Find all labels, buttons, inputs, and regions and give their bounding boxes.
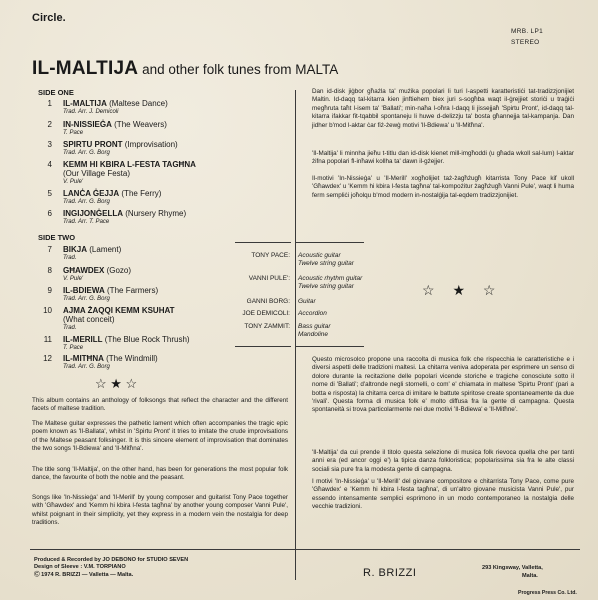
track-title — [63, 286, 158, 295]
track-title-extra: (Improvisation) — [124, 140, 178, 149]
track-number: 4 — [47, 160, 52, 169]
musician-instrument: Guitar — [298, 298, 316, 305]
track-title — [63, 140, 178, 149]
track-title — [63, 266, 131, 275]
track-title — [63, 160, 196, 178]
track-number: 1 — [47, 99, 52, 108]
catalog-number: MRB. LP1 — [511, 28, 544, 35]
track-number: 5 — [47, 189, 52, 198]
maltese-note: 'Il-Maltija' li minnha jieħu t-titlu dan id-disk kienet mill-imgħoddi (u għada wkoll sal-lum) l-aktar żifna popolari fl-inħawi kollha ta' dawn il-gżejjer. — [312, 150, 574, 166]
english-note: The Maltese guitar expresses the pathetic lament which often accompanies the tragic epic poem known as 'Il-Ballata', whilst in 'Spirtu Pront' it tries to imitate the crude improvisations of the Maltese peasant folksinger. It is this sincere element of improvisation that dominates the two songs 'Il-Bdiewa' and 'Il-Mitħna'. — [32, 420, 288, 453]
track-title-main: INGIJONĠELLA — [63, 209, 124, 218]
musician-name: TONY ZAMMIT: — [244, 323, 290, 330]
italian-note: I motivi 'In-Nissieġa' u 'Il-Merill' del giovane compositore e chitarrista Tony Pace, come pure 'Għawdex' e 'Kemm hi kbira l-festa tagħna', di un'altro giovane musicista Vanni Pule', pur essendo intensamente semplici esprimono in un modo contemporaneo la nostalgia delle vecchie tradizioni. — [312, 478, 574, 511]
musicians-divider — [235, 242, 291, 243]
title-rest: and other folk tunes from MALTA — [142, 62, 339, 77]
musician-instrument: Acoustic guitar Twelve string guitar — [298, 252, 354, 267]
track-title-extra: (Maltese Dance) — [109, 99, 168, 108]
track-title — [63, 306, 175, 324]
track-title — [63, 189, 161, 198]
track-title-main: IL-BDIEWA — [63, 286, 105, 295]
track-title-extra: (Lament) — [89, 245, 122, 254]
label-name: Circle. — [32, 12, 66, 24]
musician-name: VANNI PULE': — [248, 275, 290, 282]
musicians-divider — [296, 242, 364, 243]
track-title — [63, 335, 190, 344]
track-credit: V. Pule' — [63, 179, 84, 185]
track-title-main: IN-NISSIEĠA — [63, 120, 112, 129]
side-two-heading: SIDE TWO — [38, 233, 76, 242]
italian-note: Questo microsolco propone una raccolta di musica folk che rispecchia le caratteristiche e i diversi aspetti delle tradizioni maltesi. La chitarra veniva adoperata per esprimere un senso di dolore durante la recitazione delle popolari vicende storiche e tragiche conosciute sotto il nome di 'Ballati'; d'altronde negli stornelli, o com' e' chiamata in maltese 'Spirtu Pront' (pari a botta e risposta) la chitarra cerca di imitare le battute spiritose create spontaneamente da due 'rivali'. Questa forma di musica folk e' molto diffusa fra la gente di campagna. Questa spontaneità si trova particolarmente nei due motivi 'Il-Bdiewa' e 'Il-Mitħne'. — [312, 356, 574, 414]
track-number: 6 — [47, 209, 52, 218]
track-credit: T. Pace — [63, 345, 84, 351]
track-title-extra: (The Windmill) — [106, 354, 158, 363]
musicians-divider — [235, 346, 291, 347]
production-credits — [34, 557, 188, 579]
track-title-main: BIKJA — [63, 245, 88, 254]
track-credit: Trad. Arr. G. Borg — [63, 199, 110, 205]
musician-instrument: Bass guitar Mandoline — [298, 323, 331, 338]
track-credit: Trad. Arr. J. Demicoli — [63, 109, 119, 115]
track-title — [63, 245, 121, 254]
track-title-main: SPIRTU PRONT — [63, 140, 123, 149]
side-one-heading: SIDE ONE — [38, 88, 74, 97]
format-label: STEREO — [511, 39, 540, 46]
track-title-main: GĦAWDEX — [63, 266, 105, 275]
track-title-extra: (The Weavers) — [114, 120, 167, 129]
company-address: 293 Kingsway, Valletta, Malta. — [482, 565, 543, 579]
track-number: 12 — [43, 354, 52, 363]
track-title-main: LANĊA ĠEJJA — [63, 189, 120, 198]
track-number: 10 — [43, 306, 52, 315]
track-title-extra: (Our Village Festa) — [63, 169, 130, 179]
catalog-info — [511, 26, 543, 48]
track-credit: V. Pule' — [63, 276, 84, 282]
track-number: 7 — [47, 245, 52, 254]
track-credit: T. Pace — [63, 130, 84, 136]
maltese-note: Dan id-disk jiġbor għażla ta' mużika popolari li turi l-aspetti karatteristiċi tat-tradizzjonijiet Maltin. Id-daqq tal-kitarra kien jinftiehem biex juri s-sogħba waqt il-ġrejjiet storiċi u traġiċi megħruta taħt l-isem ta' 'Ballati'; min-naħa l-oħra l-daqq li jissejjaħ 'Spirtu Pront', id-daqq tal-kitarra ifakkar fit-tqabbil spontaneju li huwe d-delizzju ta' bosta għannejja tal-kampanja. Dan jidher b'mod l-aktar ċar fiż-żewġ motivi 'Il-Bdiewa' u 'Il-Mitħna'. — [312, 88, 574, 129]
column-divider — [295, 90, 296, 580]
company-name: R. BRIZZI — [363, 567, 417, 579]
track-title-main: IL-MERILL — [63, 335, 103, 344]
track-number: 9 — [47, 286, 52, 295]
musician-instrument: Acoustic rhythm guitar Twelve string guitar — [298, 275, 363, 290]
track-title-extra: (Nursery Rhyme) — [125, 209, 187, 218]
musician-name: TONY PACE: — [251, 252, 290, 259]
track-title-main: IL-MITĦNA — [63, 354, 104, 363]
footer-divider — [296, 549, 580, 550]
english-note: Songs like 'In-Nissieġa' and 'Il-Merill' by young composer and guitarist Tony Pace together with 'Għawdex' and 'Kemm hi kbira l-festa tagħna' by another young composer Vanni Pule', whilst poignant in their simplicity, yet they express in a modern vein the nostalgia for deep traditions. — [32, 494, 288, 527]
track-credit: Trad. Arr. G. Borg — [63, 364, 110, 370]
track-number: 8 — [47, 266, 52, 275]
track-credit: Trad. Arr. T. Pace — [63, 219, 110, 225]
musicians-divider — [296, 346, 364, 347]
track-title-extra: (The Farmers) — [107, 286, 159, 295]
track-number: 11 — [43, 335, 52, 344]
track-credit: Trad. Arr. G. Borg — [63, 150, 110, 156]
footer-divider — [30, 549, 295, 550]
track-title-extra: (The Blue Rock Thrush) — [104, 335, 190, 344]
track-credit: Trad. — [63, 255, 77, 261]
star-ornament-icon: ☆ ★ ☆ — [422, 282, 496, 298]
track-title — [63, 209, 186, 218]
track-title-main: AJMA ŻAQQI KEMM KSUHAT — [63, 306, 175, 315]
musician-name: GANNI BORG: — [246, 298, 290, 305]
track-title-extra: (The Ferry) — [121, 189, 162, 198]
maltese-note: Il-motivi 'In-Nissieġa' u 'Il-Merill' xogħolijiet taż-żagħżugħ kitarrista Tony Pace kif ukoll 'Għawdex' u 'Kemm hi kbira l-festa tagħna' tal-kompożitur żagħżugħ Vanni Pule', waqt li huma ferm sempliċi joħolqu b'mod modern in-nostalġija tal-eqdem tradizzjonijiet. — [312, 175, 574, 199]
track-title — [63, 120, 167, 129]
musician-name: JOE DEMICOLI: — [242, 310, 290, 317]
musician-instrument: Accordion — [298, 310, 327, 317]
italian-note: 'Il-Maltija' da cui prende il titolo questa selezione di musica folk rievoca quella che per tanti anni era (ed ancor oggi e') la tipica danza folkloristica; popolarissima sia fra le alte classi sociali sia pure fra la modesta gente di campagna. — [312, 449, 574, 473]
printer-credit: Progress Press Co. Ltd. — [518, 590, 577, 596]
track-number: 3 — [47, 140, 52, 149]
album-title — [32, 58, 338, 80]
title-main: IL-MALTIJA — [32, 58, 139, 79]
star-ornament-icon: ☆ ★ ☆ — [95, 376, 138, 391]
credit-line: Ⓒ 1974 R. BRIZZI — Valletta — Malta. — [34, 571, 134, 578]
track-title — [63, 354, 158, 363]
credit-line: Produced & Recorded by JO DEBONO for STUDIO SEVEN — [34, 557, 189, 563]
english-note: The title song 'Il-Maltija', on the other hand, has been for generations the most popular folk dance, the favourite of both the noble and the peasant. — [32, 466, 288, 482]
credit-line: Design of Sleeve : V.M. TORPIANO — [34, 564, 126, 571]
track-title — [63, 99, 168, 108]
track-title-main: KEMM HI KBIRA L-FESTA TAGĦNA — [63, 160, 196, 169]
track-title-main: IL-MALTIJA — [63, 99, 107, 108]
track-title-extra: (What conceit) — [63, 315, 115, 325]
track-credit: Trad. Arr. G. Borg — [63, 296, 110, 302]
track-title-extra: (Gozo) — [106, 266, 132, 275]
track-credit: Trad. — [63, 325, 77, 331]
track-number: 2 — [47, 120, 52, 129]
english-note: This album contains an anthology of folksongs that reflect the character and the different facets of maltese tradition. — [32, 397, 288, 413]
